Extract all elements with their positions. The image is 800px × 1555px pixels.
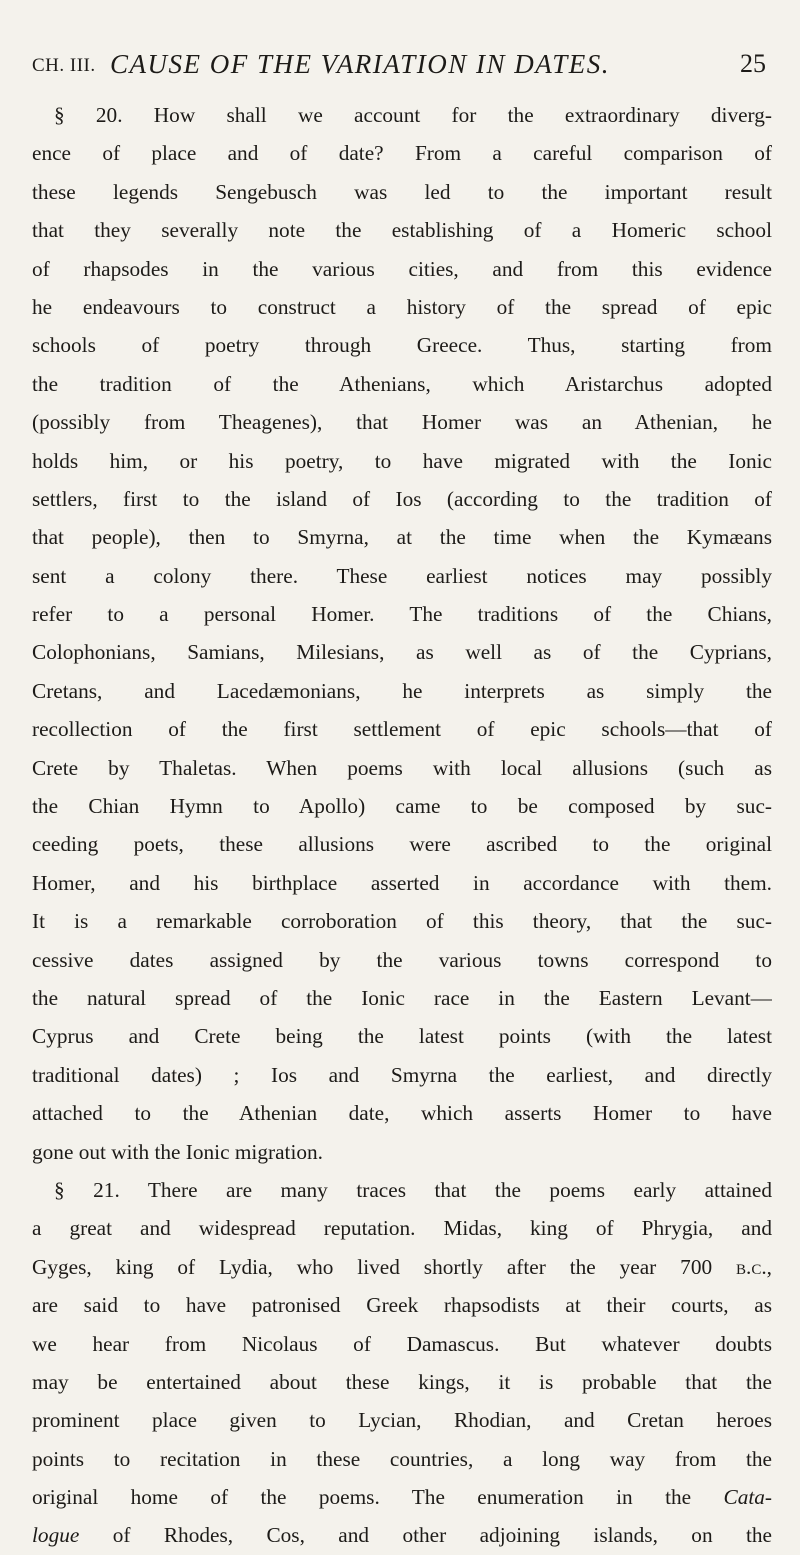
text-line: prominent place given to Lycian, Rhodian, and Cretan heroes xyxy=(32,1408,772,1433)
text-line: a great and widespread reputation. Midas, king of Phrygia, and xyxy=(32,1216,772,1241)
italic-title-fragment: Cata- xyxy=(723,1485,772,1510)
running-title: CAUSE OF THE VARIATION IN DATES. xyxy=(110,49,610,79)
text-line: Cyprus and Crete being the latest points (with the latest xyxy=(32,1024,772,1049)
text-line: points to recitation in these countries, a long way from the xyxy=(32,1446,772,1471)
text-line: gone out with the Ionic migration. xyxy=(32,1139,324,1164)
text-line: we hear from Nicolaus of Damascus. But whatever doubts xyxy=(32,1331,772,1356)
text-line: § 21. There are many traces that the poems early attained xyxy=(54,1177,772,1202)
text-line: It is a remarkable corroboration of this theory, that the suc- xyxy=(32,909,772,934)
text-line: (possibly from Theagenes), that Homer was an Athenian, he xyxy=(32,410,772,435)
text-line: § 20. How shall we account for the extraordinary diverg- xyxy=(54,103,772,127)
text-line: Homer, and his birthplace asserted in accordance with them. xyxy=(32,870,772,895)
text-line: he endeavours to construct a history of the spread of epic xyxy=(32,294,772,319)
body-text xyxy=(32,96,772,1555)
text-line: the tradition of the Athenians, which Aristarchus adopted xyxy=(32,371,772,396)
running-head xyxy=(32,44,772,84)
text-line: are said to have patronised Greek rhapsodists at their courts, as xyxy=(32,1293,772,1318)
text-line: that people), then to Smyrna, at the time when the Kymæans xyxy=(32,525,772,550)
chapter-label: CH. III. xyxy=(32,55,96,76)
italic-title-fragment: logue xyxy=(32,1523,80,1548)
text-line: may be entertained about these kings, it is probable that the xyxy=(32,1369,772,1394)
text-line: that they severally note the establishing of a Homeric school xyxy=(32,218,772,243)
bc-abbreviation: b.c., xyxy=(736,1254,772,1279)
text-line: the Chian Hymn to Apollo) came to be composed by suc- xyxy=(32,794,772,819)
text-line: Cretans, and Lacedæmonians, he interprets as simply the xyxy=(32,678,772,703)
text-line: attached to the Athenian date, which asserts Homer to have xyxy=(32,1101,772,1126)
text-line: Colophonians, Samians, Milesians, as well as of the Cyprians, xyxy=(32,640,772,665)
text-line: the natural spread of the Ionic race in the Eastern Levant— xyxy=(32,985,772,1010)
text-line-with-abbrev xyxy=(32,1248,772,1286)
text-line: Crete by Thaletas. When poems with local allusions (such as xyxy=(32,755,772,780)
text-line: ence of place and of date? From a careful comparison of xyxy=(32,141,772,166)
text-fragment: original home of the poems. The enumeration in the xyxy=(32,1485,724,1510)
text-fragment: Gyges, king of Lydia, who lived shortly after the year 700 xyxy=(32,1254,737,1279)
text-line: cessive dates assigned by the various towns correspond to xyxy=(32,947,772,972)
text-line: ceeding poets, these allusions were ascribed to the original xyxy=(32,832,772,857)
text-line: settlers, first to the island of Ios (according to the tradition of xyxy=(32,486,772,511)
text-line: refer to a personal Homer. The traditions of the Chians, xyxy=(32,602,772,627)
text-line-with-italic xyxy=(32,1516,772,1554)
text-line: these legends Sengebusch was led to the important result xyxy=(32,179,772,204)
text-line-with-italic xyxy=(32,1478,772,1516)
text-fragment: of Rhodes, Cos, and other adjoining islands, on the xyxy=(79,1523,772,1548)
text-line: schools of poetry through Greece. Thus, starting from xyxy=(32,333,772,358)
text-line: recollection of the first settlement of epic schools—that of xyxy=(32,717,772,742)
text-line: holds him, or his poetry, to have migrated with the Ionic xyxy=(32,448,772,473)
page-number: 25 xyxy=(740,49,766,78)
text-line: sent a colony there. These earliest notices may possibly xyxy=(32,563,772,588)
text-line: traditional dates) ; Ios and Smyrna the earliest, and directly xyxy=(32,1062,772,1087)
text-line: of rhapsodes in the various cities, and from this evidence xyxy=(32,256,772,281)
